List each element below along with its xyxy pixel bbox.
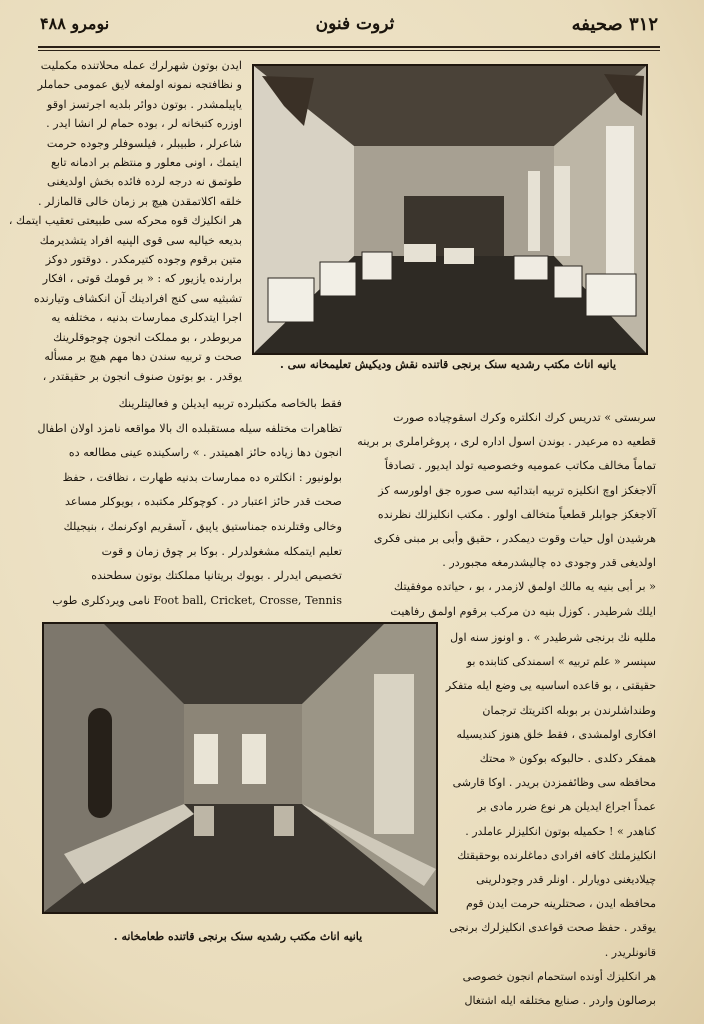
text-line: برارنده یازیور که : « بر قومك قوتی ، افکار xyxy=(42,272,242,286)
text-line: آلاجغکز اوچ انکلیزه تربیه ابتدائیه سی صوره جق اولورسه کز xyxy=(378,483,656,497)
text-line-latin: Foot ball, Cricket, Crosse, Tennis نامی ویردکلری طوب xyxy=(52,593,342,607)
text-line: چیلادیغنی دویارلر . اونلر قدر وجودلرینی xyxy=(476,873,656,887)
text-line: تعلیم ایتمکله مشغولدرلر . بوکا بر چوق زمان و قوت xyxy=(101,544,342,558)
photo-drawing-classroom xyxy=(252,64,648,355)
text-line: اجرا ایتدکلری ممارسات بدنیه ، مختلفه یه xyxy=(51,311,242,325)
text-line: « بر أبی بنیه یه مالك اولمق لازمدر ، بو ، حیاتده موفقیتك xyxy=(394,580,656,594)
photo-caption-bottom: یانیه اناث مکتب رشدیه سنک برنجی قاتنده طعامخانه . xyxy=(113,930,363,943)
text-line: مربوطدر ، بو مملکت انجون چوجوقلرینك xyxy=(53,330,242,344)
text-line: یوقدر . بو بوتون صنوف انجون بر حقیقتدر ، xyxy=(42,369,242,383)
issue-number: نومرو ۴۸۸ xyxy=(40,14,110,33)
text-line: محافظه ایدن ، صحتلرینه حرمت ایدن قوم xyxy=(465,897,656,911)
page-number: ۳۱۲ صحیفه xyxy=(571,14,658,35)
text-line: برصالون واردر . صنایع مختلفه ایله اشتغال xyxy=(464,994,656,1008)
photo-dining-hall xyxy=(42,622,438,914)
text-line: بولونیور : انکلتره ده ممارسات بدنیه طهارت ، نظافت ، حفظ xyxy=(62,470,342,484)
text-line: یاپیلمشدر . بوتون دوائر بلدیه اجرتسز اوقو xyxy=(46,97,242,111)
text-line: هرشیدن اول حیات وقوت دیمکدر ، حقیق وأبی بر مبنی فکری xyxy=(373,532,656,546)
text-line: متین برقوم وجوده کتیرمکدر . دوقتور دوکز xyxy=(45,253,242,267)
text-line: بدیعه خیالیه سی قوی الپنیه افراد یتشدیرمك xyxy=(39,233,242,247)
text-line: کناهدر » ! حکمیله بوتون انکلیزلر عاملدر . xyxy=(465,824,656,838)
photo-caption-top: یانیه اناث مکتب رشدیه سنک برنجی قاتنده نقش ودیکیش تعلیمخانه سی . xyxy=(279,358,616,371)
text-line: مللیه نك برنجی شرطیدر » . و اونوز سنه اول xyxy=(450,631,656,644)
text-line: اولدیغی قدر وجودی ده چالیشدرمغه مجبوردر . xyxy=(442,556,656,570)
text-line: و نظافتجه نمونه اولمغه لایق عمومی حماملر xyxy=(37,78,242,92)
text-line: تظاهرات مختلفه سیله مستقبلده اك بالا مواقعه نامزد اولان اطفال xyxy=(37,421,342,435)
text-line: عمداً اجراع ایدیلن هر نوع ضرر مادی بر xyxy=(477,800,656,814)
text-line: سپنسر « علم تربیه » اسمندکی کتابنده بو xyxy=(466,655,656,669)
text-line: انکلیزملتك کافه افرادی دماغلرنده بوحقیقتك xyxy=(457,848,656,862)
text-line: صحت قدر حائز اعتبار در . کوچوکلر مکتبده ، بویوکلر مساعد xyxy=(65,495,342,509)
dining-hall-image xyxy=(44,624,436,912)
text-line: همفکر دکلدی . حالبوکه بوکون « محتك xyxy=(479,752,656,766)
text-line: تماماً مخالف مکاتب عمومیه وخصوصیه تولد ایدیور . تصادفاً xyxy=(384,459,656,473)
text-line: افکاری اولمشدی ، فقط خلق هنوز کندیسیله xyxy=(456,727,656,741)
text-line: آلاجغکز جوابلر قطعیاً متخالف اولور . مکتب انکلیزلك نظرنده xyxy=(377,507,656,521)
text-line: خلقه اکلاتمقدن هیچ بر زمان خالی قالمازلر . xyxy=(37,194,242,208)
text-line: انجون دها زیاده حائز اهمیتدر . » راسکینده عینی مطالعه ده xyxy=(68,446,342,460)
header-rule xyxy=(38,46,660,48)
journal-title: ثروت فنون xyxy=(315,14,395,34)
text-line: حقیقتی ، بو قاعده اساسیه یی وضع ایله متفکر xyxy=(445,679,656,693)
column-left-middle xyxy=(37,392,342,613)
text-line: هر انکلیزك قوه محرکه سی طبیعتی تعقیب ایتمك ، xyxy=(8,214,242,228)
text-line: صحت و تربیه سندن دها مهم هیچ بر مسأله xyxy=(44,350,242,364)
text-line: هر انکلیزك أونده استحمام انجون خصوصی xyxy=(462,969,656,983)
column-left-top xyxy=(8,56,242,386)
text-line: ایدن بوتون شهرلرك عمله محلاتنده مکملیت xyxy=(40,59,242,72)
text-line: فقط بالخاصه مکتبلرده تربیه ایدیلن و فعالیتلرینك xyxy=(118,397,342,410)
text-line: وطنداشلرندن بر بوبله اکثریتك ترجمان xyxy=(482,703,656,717)
column-right-middle xyxy=(356,406,656,624)
header-rule-thin xyxy=(38,50,660,51)
text-line: قطعیه ده مرعیدر . بوندن اسول اداره لری ، پروغراملری بر برینه xyxy=(357,435,656,449)
text-line: یوقدر . حفظ صحت قواعدی انکلیزلرك برنجی xyxy=(449,921,656,935)
text-line: ایلك شرطیدر . کوزل بنیه دن مرکب برقوم اولمق رفاهیت xyxy=(390,604,656,618)
classroom-image xyxy=(254,66,646,353)
text-line: ایتمك ، اونی معلور و منتظم بر ادمانه تابع xyxy=(50,156,242,170)
text-line: تشبثیه سی کنج افرادینك آن انکشاف وتیارنده xyxy=(33,291,242,305)
text-line: شاعرلر ، طبیبلر ، فیلسوفلر وجوده حرمت xyxy=(46,136,242,150)
text-line: وخالی وقتلرنده جمناستیق یاپیق ، آسقریم اوکرنمك ، بنیجیلك xyxy=(63,519,342,533)
text-line: محافظه سی وظائفمزدن بریدر . اوکا قارشی xyxy=(452,776,656,790)
column-right-bottom xyxy=(445,626,656,1013)
text-line: تخصیص ایدرلر . بویوك بریتانیا مملکتك بوتون سطحنده xyxy=(91,569,342,583)
text-line: سربستی » تدریس کرك انکلتره وکرك اسقوچیاده صورت xyxy=(393,411,656,424)
text-line: قانونلریدر . xyxy=(604,945,656,959)
text-line: اوزره کتبخانه لر ، بوده حمام لر انشا ایدر . xyxy=(46,117,242,131)
text-line: طوتمق نه درجه لرده فائده بخش اولدیغنی xyxy=(47,175,242,189)
